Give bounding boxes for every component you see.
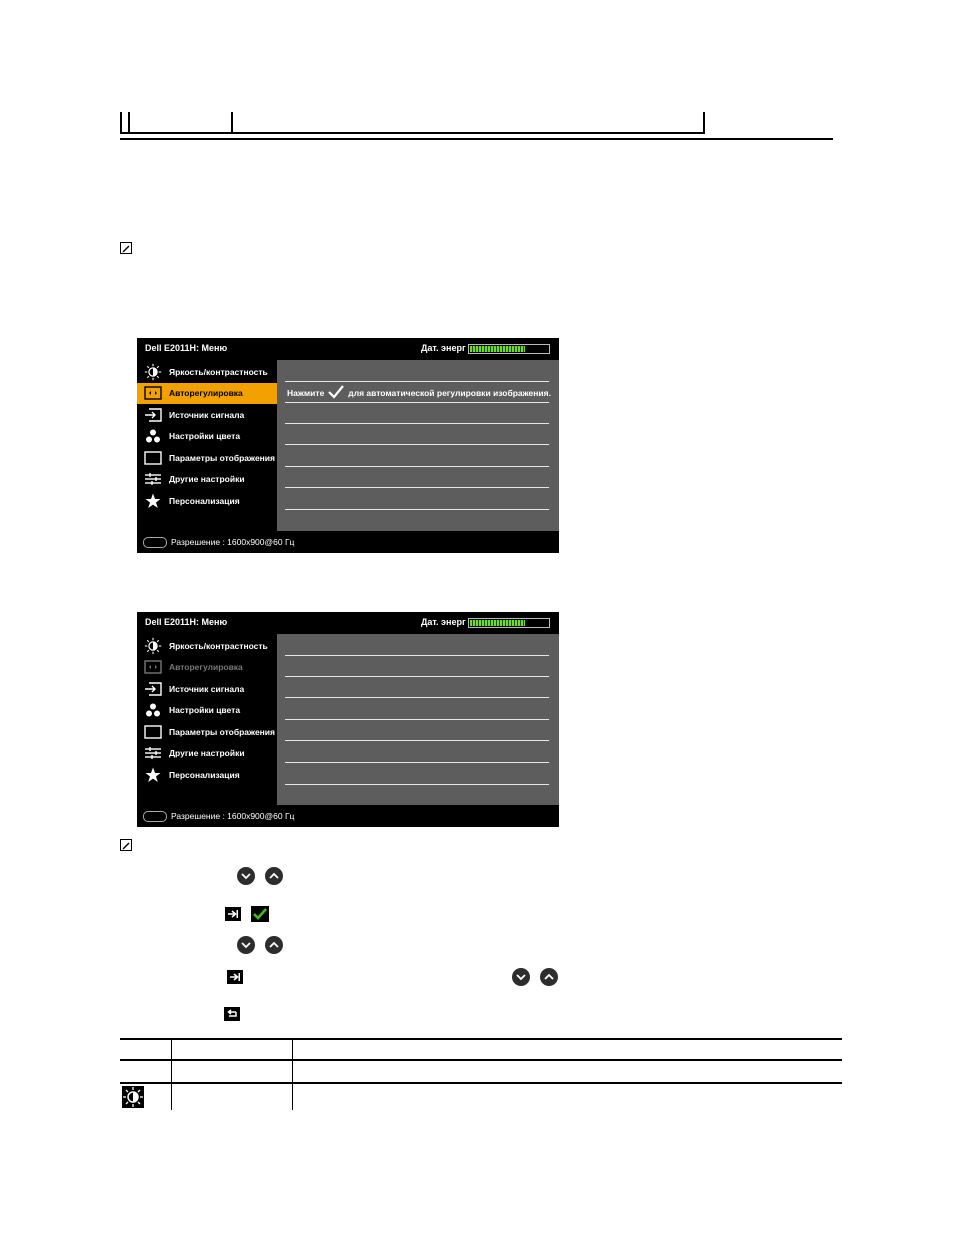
input-source-icon	[137, 678, 169, 699]
note-pencil-icon	[120, 242, 132, 254]
osd-menu-item[interactable]	[137, 426, 277, 447]
osd-menu-item-label: Другие настройки	[169, 748, 245, 758]
resolution-connector-icon	[143, 537, 167, 548]
osd-statusbar	[137, 805, 559, 827]
color-settings-icon	[137, 700, 169, 721]
osd-titlebar	[137, 612, 559, 634]
up-arrow-button-icon	[540, 968, 558, 986]
table-column-divider	[292, 1038, 293, 1110]
display-settings-icon	[137, 447, 169, 468]
auto-adjust-icon	[137, 383, 169, 404]
osd-sidebar	[137, 360, 277, 531]
hint-text-before: Нажмите	[287, 388, 325, 398]
osd-menu-item[interactable]	[137, 469, 277, 490]
enter-arrow-button-icon	[225, 907, 241, 921]
osd-row-divider	[285, 423, 549, 424]
down-arrow-button-icon	[237, 867, 255, 885]
header-table-row	[120, 112, 705, 134]
resolution-text: Разрешение : 1600x900@60 Гц	[171, 537, 295, 547]
osd-row-divider	[285, 402, 549, 403]
resolution-connector-icon	[143, 811, 167, 822]
auto-adjust-icon	[137, 657, 169, 678]
osd-menu-item[interactable]	[137, 700, 277, 721]
table-column-divider	[171, 1038, 172, 1110]
osd-menu-item[interactable]	[137, 721, 277, 742]
brightness-icon	[137, 361, 169, 382]
osd-row-divider	[285, 444, 549, 445]
header-divider	[703, 112, 705, 134]
osd-menu-auto-adjust	[137, 338, 559, 553]
energy-meter-fill	[470, 620, 525, 626]
osd-menu-item[interactable]	[137, 447, 277, 468]
osd-title: Dell E2011H: Меню	[145, 617, 228, 627]
osd-menu-item-label: Персонализация	[169, 769, 240, 780]
header-divider	[120, 112, 122, 134]
osd-row-divider	[285, 719, 549, 720]
osd-menu-item	[137, 657, 277, 678]
energy-meter	[468, 618, 550, 628]
display-settings-icon	[137, 721, 169, 742]
brightness-icon	[137, 635, 169, 656]
osd-menu-item[interactable]	[137, 383, 277, 404]
table-rule	[120, 1082, 842, 1084]
osd-menu-item[interactable]	[137, 764, 277, 785]
osd-menu-item-label: Другие настройки	[169, 474, 245, 484]
osd-menu-item-label: Настройки цвета	[169, 705, 241, 715]
enter-arrow-button-icon	[227, 970, 243, 984]
other-settings-icon	[137, 469, 169, 490]
osd-row-divider	[285, 784, 549, 785]
osd-menu-item-label: Источник сигнала	[169, 409, 245, 420]
energy-meter	[468, 344, 550, 354]
osd-menu-item[interactable]	[137, 635, 277, 656]
osd-row-divider	[285, 762, 549, 763]
osd-row-divider	[285, 381, 549, 382]
table-rule	[120, 1059, 842, 1061]
brightness-icon	[122, 1086, 144, 1108]
osd-menu-item[interactable]	[137, 404, 277, 425]
osd-menu-item[interactable]	[137, 678, 277, 699]
osd-row-divider	[285, 740, 549, 741]
energy-meter-fill	[470, 346, 525, 352]
osd-statusbar	[137, 531, 559, 553]
personalize-star-icon	[137, 490, 169, 511]
energy-meter-label: Дат. энерг	[421, 343, 466, 353]
green-check-icon	[251, 906, 269, 927]
osd-menu-item-label: Настройки цвета	[169, 431, 241, 441]
osd-titlebar	[137, 338, 559, 360]
back-arrow-button-icon	[224, 1007, 240, 1021]
osd-menu-item-label: Источник сигнала	[169, 683, 245, 694]
up-arrow-button-icon	[265, 867, 283, 885]
osd-row-divider	[285, 676, 549, 677]
osd-menu-item[interactable]	[137, 490, 277, 511]
osd-menu-item-label: Яркость/контрастность	[169, 640, 268, 651]
color-settings-icon	[137, 426, 169, 447]
osd-menu-item-label: Параметры отображения	[169, 726, 275, 737]
header-divider	[128, 112, 130, 134]
resolution-text: Разрешение : 1600x900@60 Гц	[171, 811, 295, 821]
hint-text-after: для автоматической регулировки изображения.	[348, 388, 551, 398]
osd-menu-item[interactable]	[137, 361, 277, 382]
personalize-star-icon	[137, 764, 169, 785]
auto-adjust-hint	[287, 385, 551, 401]
up-arrow-button-icon	[265, 936, 283, 954]
note-pencil-icon	[120, 839, 132, 851]
osd-row-divider	[285, 466, 549, 467]
down-arrow-button-icon	[237, 936, 255, 954]
osd-menu-auto-adjust-disabled	[137, 612, 559, 827]
input-source-icon	[137, 404, 169, 425]
down-arrow-button-icon	[512, 968, 530, 986]
osd-row-divider	[285, 697, 549, 698]
osd-menu-item-label: Персонализация	[169, 495, 240, 506]
osd-menu-item-label: Авторегулировка	[169, 662, 243, 672]
osd-title: Dell E2011H: Меню	[145, 343, 228, 353]
osd-row-divider	[285, 655, 549, 656]
check-icon	[328, 385, 344, 401]
osd-menu-item-label: Яркость/контрастность	[169, 366, 268, 377]
osd-sidebar	[137, 634, 277, 805]
header-divider	[231, 112, 233, 134]
osd-row-divider	[285, 509, 549, 510]
osd-menu-item-label: Авторегулировка	[169, 388, 243, 398]
table-rule	[120, 1038, 842, 1040]
energy-meter-label: Дат. энерг	[421, 617, 466, 627]
osd-row-divider	[285, 487, 549, 488]
header-rule	[120, 138, 833, 140]
osd-menu-item-label: Параметры отображения	[169, 452, 275, 463]
osd-menu-item[interactable]	[137, 743, 277, 764]
other-settings-icon	[137, 743, 169, 764]
